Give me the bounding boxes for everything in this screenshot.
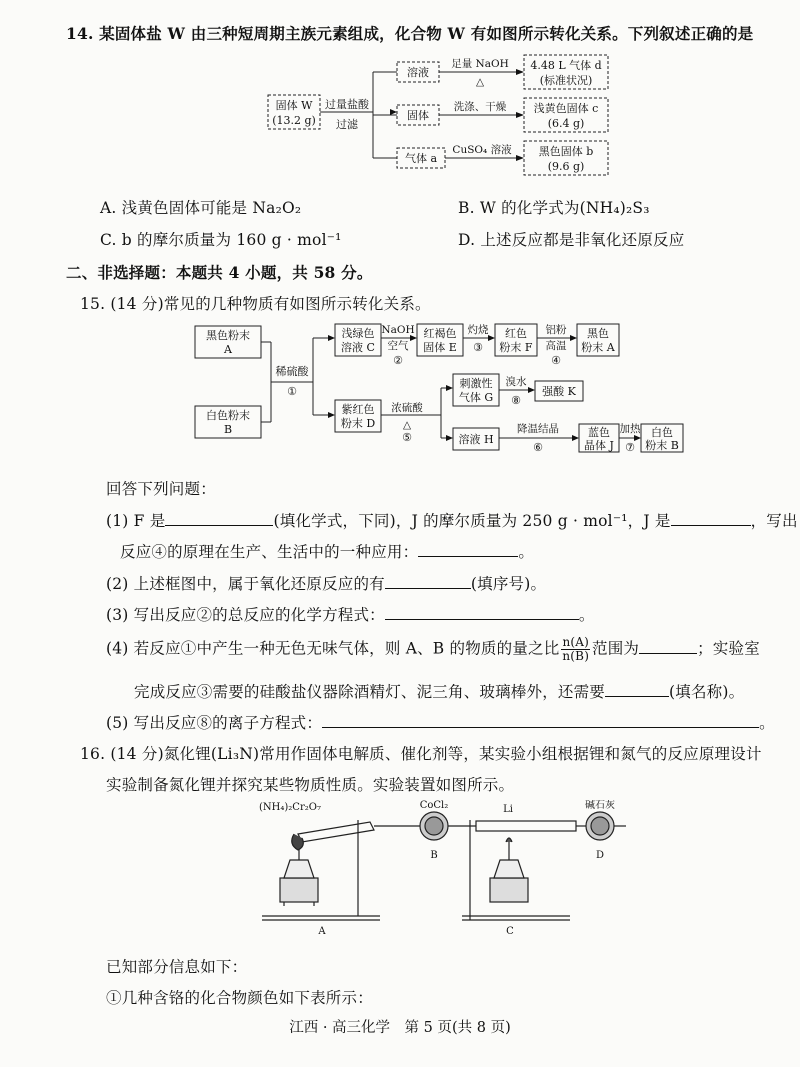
label-a: A [318,926,326,935]
cond-cuso4: CuSO₄ 溶液 [452,144,512,156]
answer-blank-equation-2[interactable] [385,605,579,620]
node-b-line2: B [223,423,233,436]
arrowhead [390,109,397,115]
q15-part2: (2) 上述框图中，属于氧化还原反应的有 (填序号)。 [106,575,547,593]
node-f-line1: 红色 [505,327,527,340]
solid-w-mass: (13.2 g) [272,114,316,127]
answer-blank-ionic-equation[interactable] [322,713,759,728]
node-a2-line2: 粉末 A [581,341,615,354]
answer-blank-j[interactable] [671,511,751,526]
node-k: 强酸 K [542,385,576,398]
branch-gas-a: 气体 a [404,152,438,165]
q15-part4-cont: 完成反应③需要的硅酸盐仪器除酒精灯、泥三角、玻璃棒外，还需要 (填名称)。 [134,683,745,701]
node-a-line1: 黑色粉末 [206,329,250,342]
label-reagent-c: Li [503,804,513,815]
q14-option-b[interactable]: B. W 的化学式为(NH₄)₂S₃ [458,199,650,217]
branch-solid: 固体 [407,109,429,122]
q14-option-a[interactable]: A. 浅黄色固体可能是 Na₂O₂ [100,199,302,217]
section-heading: 二、非选择题：本题共 4 小题，共 58 分。 [66,263,373,282]
cond-naoh: NaOH [381,324,415,336]
result-solid-c: 浅黄色固体 c [533,102,599,115]
node-e-line1: 红褐色 [423,327,457,340]
label-d: D [595,850,605,861]
solid-w-label: 固体 W [275,99,313,112]
q14-option-c[interactable]: C. b 的摩尔质量为 160 g · mol⁻¹ [100,231,342,249]
q14-option-d[interactable]: D. 上述反应都是非氧化还原反应 [458,231,685,249]
node-g-line2: 气体 G [458,391,494,404]
cond-conc-h2so4: 浓硫酸 [391,402,423,414]
burner-a [284,860,314,878]
q15-part1: (1) F 是 (填化学式，下同)，J 的摩尔质量为 250 g · mol⁻¹，J 是 ，写出 [106,512,798,530]
node-b-line1: 白色粉末 [206,409,250,422]
result-solid-b: 黑色固体 b [538,145,594,158]
cond-wash-dry: 洗涤、干燥 [453,101,507,113]
apparatus-diagram [250,800,630,935]
q16-line2: 实验制备氮化锂并探究某些物质性质。实验装置如图所示。 [106,776,515,794]
burner-c [494,860,524,878]
q15-part4: (4) 若反应①中产生一种无色无味气体，则 A、B 的物质的量之比 $\frac{n(A)}{n(B)}$ 范围为 ；实验室 [106,635,760,663]
step-8: ⑧ [511,394,521,407]
node-b2-line2: 粉末 B [645,439,679,452]
step-7: ⑦ [625,441,635,454]
node-f-line2: 粉末 F [499,341,533,354]
answer-blank-redox[interactable] [385,574,471,589]
q15-part3: (3) 写出反应②的总反应的化学方程式： 。 [106,606,595,624]
node-h: 溶液 H [458,433,494,446]
node-j-line1: 蓝色 [588,426,610,439]
cond-cool-crystallize: 降温结晶 [517,423,559,435]
node-a2-line1: 黑色 [587,327,609,340]
cond-bromine-water: 溴水 [505,376,527,388]
cond-heat: △ [475,76,485,88]
q16-info1: ①几种含铬的化合物颜色如下表所示： [106,989,373,1007]
result-solid-b-mass: (9.6 g) [547,160,585,173]
q16-line1: 16. (14 分)氮化锂(Li₃N)常用作固体电解质、催化剂等，某实验小组根据锂和氮气的反应原理设计 [80,745,762,763]
label-b: B [430,850,438,861]
cond-heat: △ [402,419,412,431]
label-reagent-d: 碱石灰 [585,800,615,811]
ratio-fraction: $\frac{n(A)}{n(B)}$ [562,635,590,663]
branch-solution: 溶液 [407,66,429,79]
q15-part5: (5) 写出反应⑧的离子方程式： 。 [106,714,775,732]
step-5: ⑤ [402,431,412,444]
step-1: ① [287,385,297,398]
step-4: ④ [551,354,561,367]
arrow-filter: 过滤 [336,118,358,131]
arrow-excess-hcl: 过量盐酸 [325,98,369,111]
q15-flow-diagram [185,318,685,454]
node-e-line2: 固体 E [423,341,457,354]
node-j-line2: 晶体 J [584,439,614,452]
page-footer: 江西 · 高三化学 第 5 页(共 8 页) [289,1020,511,1036]
step-6: ⑥ [533,441,543,454]
tube-c [476,821,576,831]
answer-blank-ratio[interactable] [639,639,697,654]
cond-dilute-h2so4: 稀硫酸 [275,365,309,378]
cond-air: 空气 [387,340,409,352]
cond-warm: 加热 [619,423,641,435]
answer-blank-f[interactable] [165,511,273,526]
tube-a [298,822,374,842]
result-gas-d: 4.48 L 气体 d [530,59,602,72]
q16-known: 已知部分信息如下： [106,958,248,976]
result-gas-d-note: (标准状况) [539,74,593,87]
node-d-line1: 紫红色 [341,403,375,416]
cond-burn: 灼烧 [467,324,489,336]
cond-al-powder: 铝粉 [545,324,567,336]
q15-intro: 回答下列问题： [106,480,216,498]
answer-blank-instrument[interactable] [605,682,669,697]
label-reagent-a: (NH₄)₂Cr₂O₇ [259,802,321,813]
q14-stem: 14. 某固体盐 W 由三种短周期主族元素组成，化合物 W 有如图所示转化关系。下列叙述正确的是 [66,24,754,43]
cond-high-temp: 高温 [545,340,567,352]
node-d-line2: 粉末 D [340,417,376,430]
label-reagent-b: CoCl₂ [419,800,449,811]
node-g-line1: 刺激性 [459,377,493,390]
node-b2-line1: 白色 [651,426,673,439]
answer-blank-application[interactable] [418,542,518,557]
label-c: C [506,926,514,935]
q15-part1-cont: 反应④的原理在生产、生活中的一种应用： 。 [120,543,535,561]
node-a-line2: A [224,343,232,356]
node-c-line1: 浅绿色 [341,327,375,340]
q15-stem: 15. (14 分)常见的几种物质有如图所示转化关系。 [80,295,431,313]
node-c-line2: 溶液 C [341,341,375,354]
step-3: ③ [473,341,483,354]
result-solid-c-mass: (6.4 g) [547,117,585,130]
step-2: ② [393,354,403,367]
q14-flow-diagram [260,50,640,185]
cond-naoh: 足量 NaOH [451,58,509,70]
